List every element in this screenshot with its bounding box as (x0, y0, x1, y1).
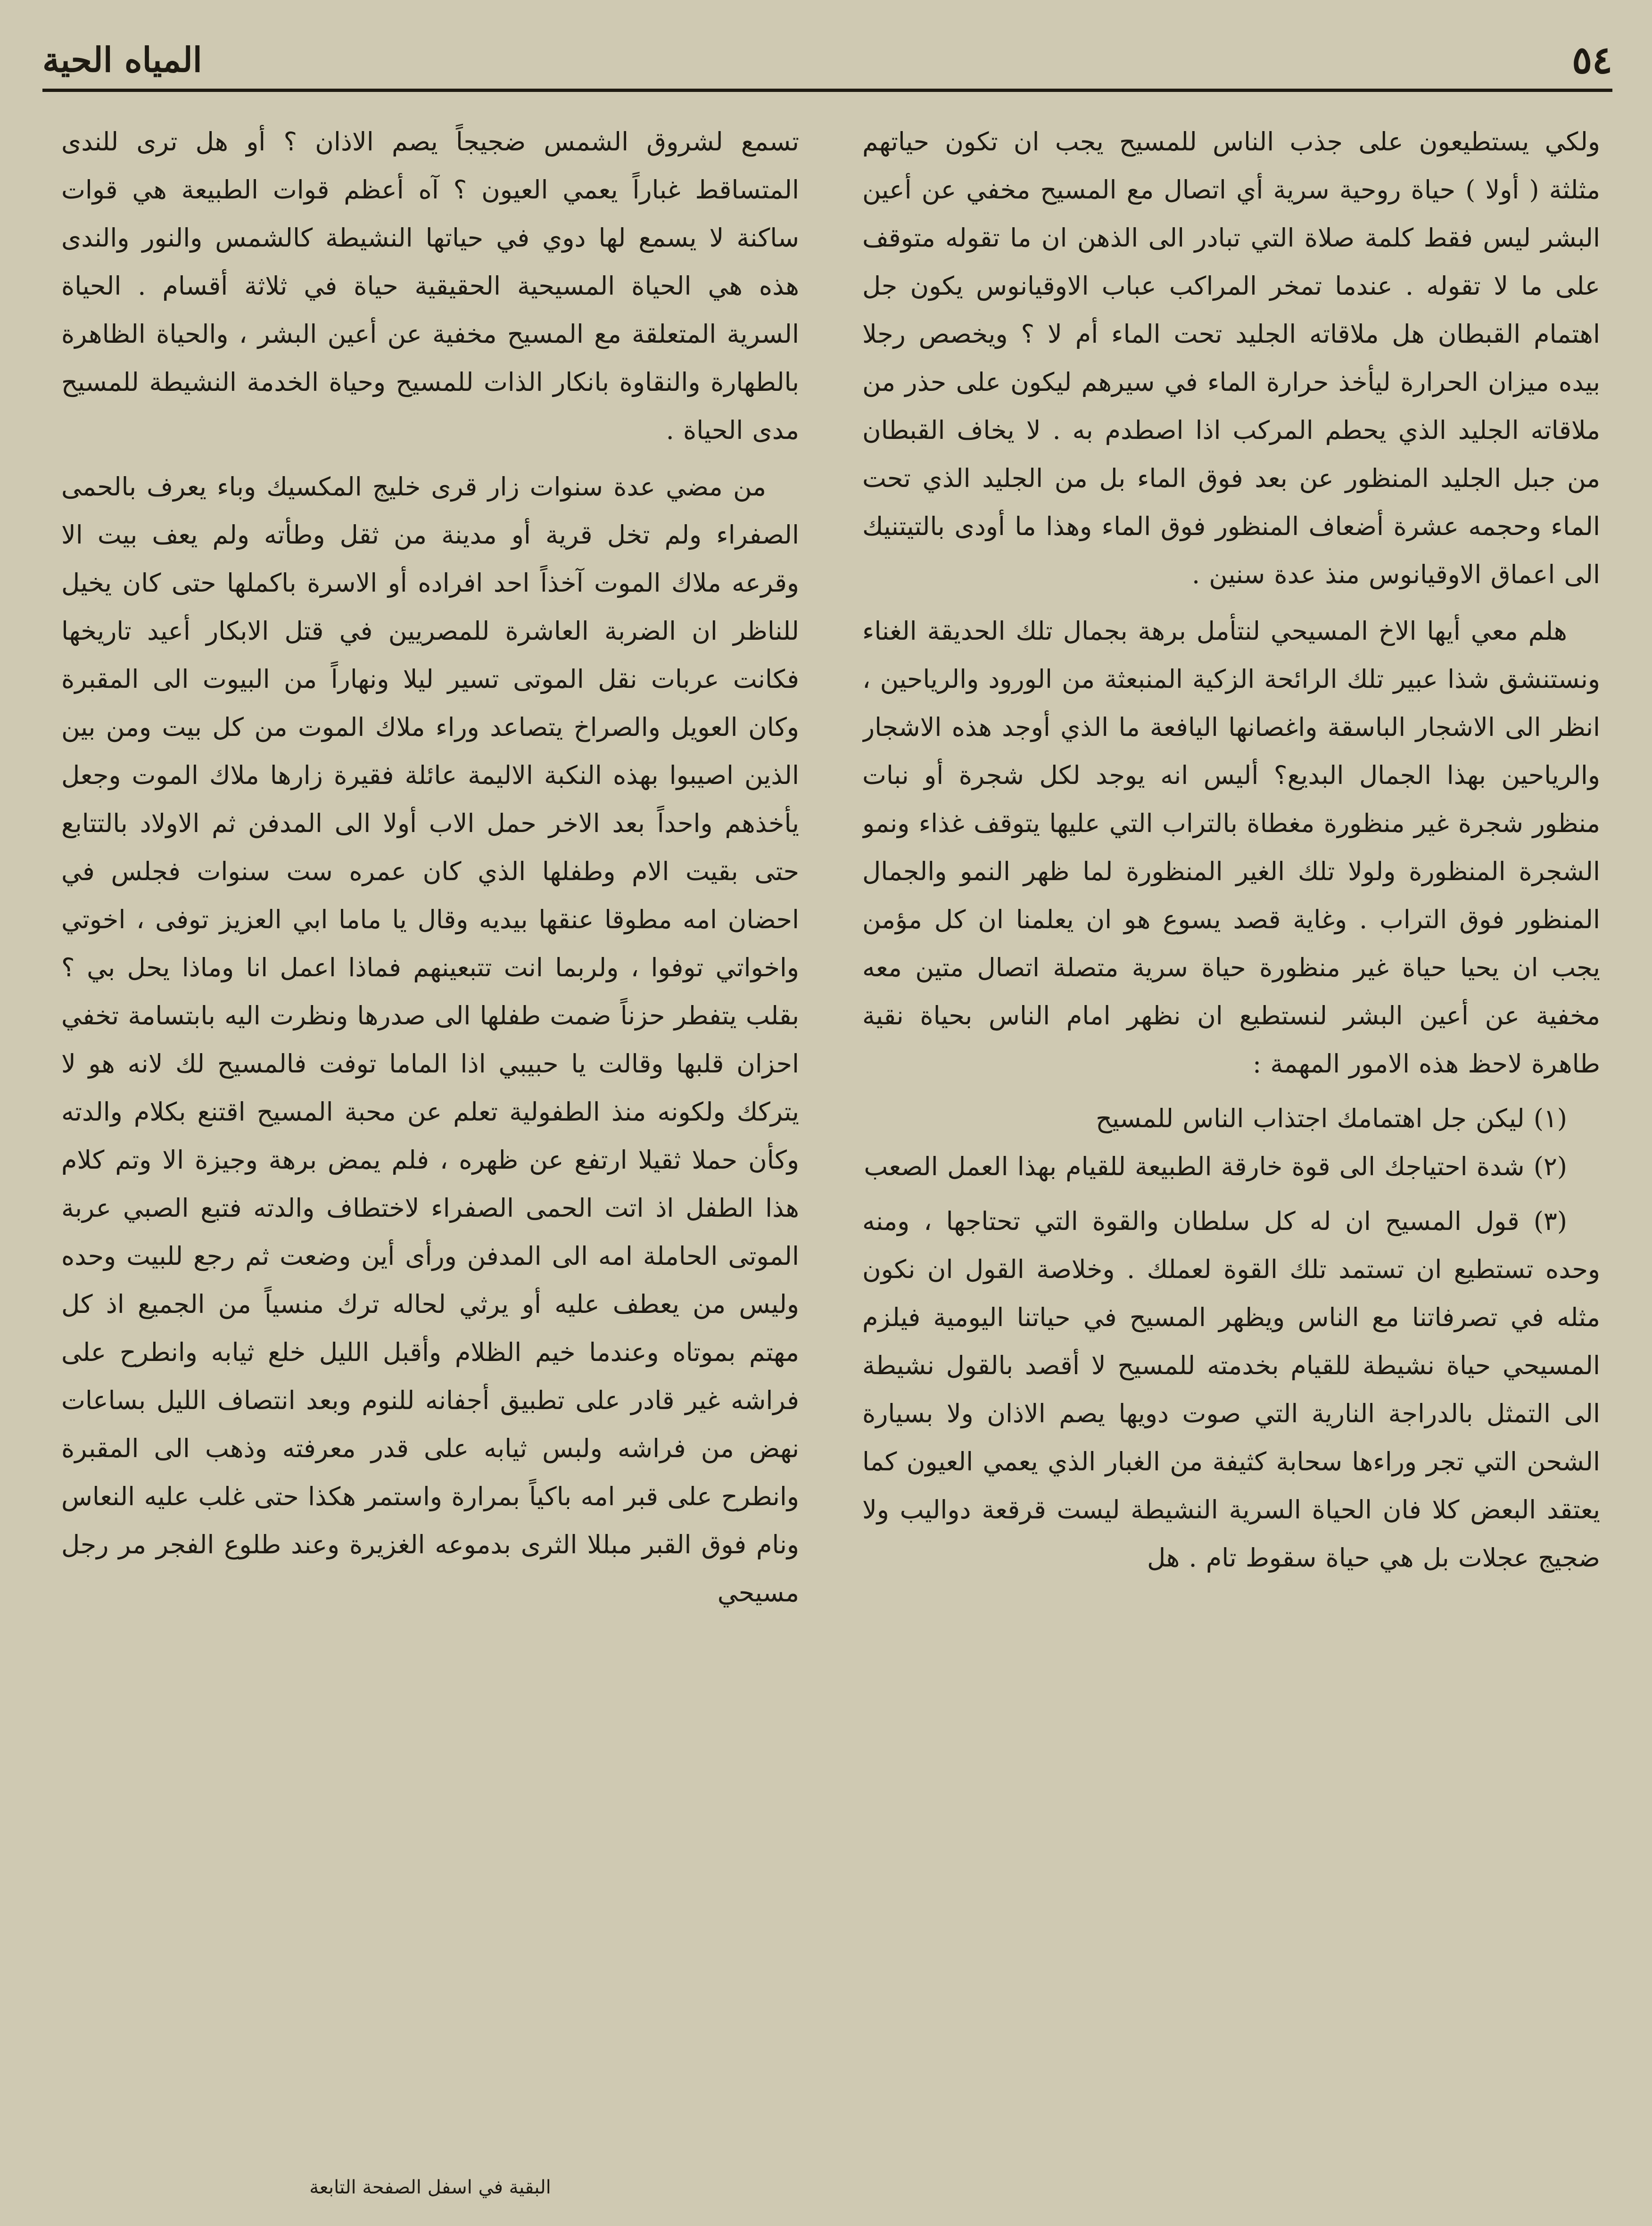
body-paragraph: من مضي عدة سنوات زار قرى خليج المكسيك وباء يعرف بالحمى الصفراء ولم تخل قرية أو مدينة من ثقل وطأته ولم يعف بيت الا وقرعه ملاك الموت آخذاً احد افراده أو الاسرة باكملها حتى كان يخيل للناظر ان الضربة العاشرة للمصريين في قتل الابكار أعيد تاريخها فكانت عربات نقل الموتى تسير ليلا ونهاراً من البيوت الى المقبرة وكان العويل والصراخ يتصاعد وراء ملاك الموت من كل بيت ومن بين الذين اصيبوا بهذه النكبة الاليمة عائلة فقيرة زارها ملاك الموت وجعل يأخذهم واحداً بعد الاخر حمل الاب أولا الى المدفن ثم الاولاد بالتتابع حتى بقيت الام وطفلها الذي كان عمره ست سنوات فجلس في احضان امه مطوقا عنقها بيديه وقال يا ماما ابي العزيز توفى ، اخوتي واخواتي توفوا ، ولربما انت تتبعينهم فماذا اعمل انا وماذا يحل بي ؟ بقلب يتفطر حزناً ضمت طفلها الى صدرها ونظرت اليه بابتسامة تخفي احزان قلبها وقالت يا حبيبي اذا الماما توفت فالمسيح لك لانه هو لا يتركك ولكونه منذ الطفولية تعلم عن محبة المسيح اقتنع بكلام والدته وكأن حملا ثقيلا ارتفع عن ظهره ، فلم يمض برهة وجيزة الا وتم كلام هذا الطفل اذ اتت الحمى الصفراء لاختطاف والدته فتبع الصبي عربة الموتى الحاملة امه الى المدفن ورأى أين وضعت ثم رجع للبيت وحده وليس من يعطف عليه أو يرثي لحاله ترك منسياً من الجميع اذ كل مهتم بموتاه وعندما خيم الظلام وأقبل الليل خلع ثيابه وانطرح على فراشه غير قادر على تطبيق أجفانه للنوم وبعد انتصاف الليل بساعات نهض من فراشه ولبس ثيابه على قدر معرفته وذهب الى المقبرة وانطرح على قبر امه باكياً بمرارة واستمر هكذا حتى غلب عليه النعاس ونام فوق القبر مبللا الثرى بدموعه الغزيرة وعند طلوع الفجر مر رجل مسيحي (61, 472, 799, 1608)
body-paragraph: تسمع لشروق الشمس ضجيجاً يصم الاذان ؟ أو هل ترى للندى المتساقط غباراً يعمي العيون ؟ آه أعظم قوات الطبيعة هي قوات ساكنة لا يسمع لها دوي في حياتها النشيطة كالشمس والنور والندى هذه هي الحياة المسيحية الحقيقية حياة في ثلاثة أقسام . الحياة السرية المتعلقة مع المسيح مخفية عن أعين البشر ، والحياة الظاهرة بالطهارة والنقاوة بانكار الذات للمسيح وحياة الخدمة النشيطة للمسيح مدى الحياة . (61, 127, 799, 445)
page-header (42, 34, 1612, 86)
body-paragraph: هلم معي أيها الاخ المسيحي لنتأمل برهة بجمال تلك الحديقة الغناء ونستنشق شذا عبير تلك الرائحة الزكية المنبعثة من الورود والرياحين ، انظر الى الاشجار الباسقة واغصانها اليافعة ما الذي أوجد هذه الاشجار والرياحين بهذا الجمال البديع؟ أليس انه يوجد لكل شجرة أو نبات منظور شجرة غير منظورة مغطاة بالتراب التي عليها يتوقف غذاء ونمو الشجرة المنظورة ولولا تلك الغير المنظورة لما ظهر النمو والجمال المنظور فوق التراب . وغاية قصد يسوع هو ان يعلمنا ان كل مؤمن يجب ان يحيا حياة غير منظورة حياة سرية متصلة اتصال متين معه مخفية عن أعين البشر لنستطيع ان نظهر امام الناس بحياة نقية طاهرة لاحظ هذه الامور المهمة : (862, 616, 1600, 1079)
body-paragraph: ولكي يستطيعون على جذب الناس للمسيح يجب ان تكون حياتهم مثلثة ( أولا ) حياة روحية سرية أي اتصال مع المسيح مخفي عن أعين البشر ليس فقط كلمة صلاة التي تبادر الى الذهن ان ما تقوله متوقف على ما لا تقوله . عندما تمخر المراكب عباب الاوقيانوس يكون جل اهتمام القبطان هل ملاقاته الجليد تحت الماء أم لا ؟ ويخصص رجلا بيده ميزان الحرارة ليأخذ حرارة الماء في سيرهم ليكون على حذر من ملاقاته الجليد الذي يحطم المركب اذا اصطدم به . لا يخاف القبطان من جبل الجليد المنظور عن بعد فوق الماء بل من الجليد الذي تحت الماء وحجمه عشرة أضعاف المنظور فوق الماء وهذا ما أودى بالتيتنيك الى اعماق الاوقيانوس منذ عدة سنين . (862, 127, 1600, 589)
continuation-note: البقية في اسفل الصفحة التابعة (309, 2177, 551, 2198)
running-title: المياه الحية (42, 40, 202, 80)
right-column (862, 118, 1600, 2183)
left-column (61, 118, 799, 2183)
list-item: (١) ليكن جل اهتمامك اجتذاب الناس للمسيح (1096, 1104, 1567, 1133)
page-number: ٥٤ (1572, 38, 1612, 82)
list-item: (٢) شدة احتياجك الى قوة خارقة الطبيعة للقيام بهذا العمل الصعب (864, 1152, 1567, 1181)
header-divider (42, 89, 1612, 92)
list-item: (٣) قول المسيح ان له كل سلطان والقوة التي تحتاجها ، ومنه وحده تستطيع ان تستمد تلك القوة لعملك . وخلاصة القول ان نكون مثله في تصرفاتنا مع الناس ويظهر المسيح في حياتنا اليومية فيلزم المسيحي حياة نشيطة للقيام بخدمته للمسيح لا أقصد بالقول نشيطة الى التمثل بالدراجة النارية التي صوت دويها يصم الاذان ولا بسيارة الشحن التي تجر وراءها سحابة كثيفة من الغبار الذي يعمي العيون كما يعتقد البعض كلا فان الحياة السرية النشيطة ليست قرقعة دواليب ولا ضجيج عجلات بل هي حياة سقوط تام . هل (862, 1206, 1600, 1573)
